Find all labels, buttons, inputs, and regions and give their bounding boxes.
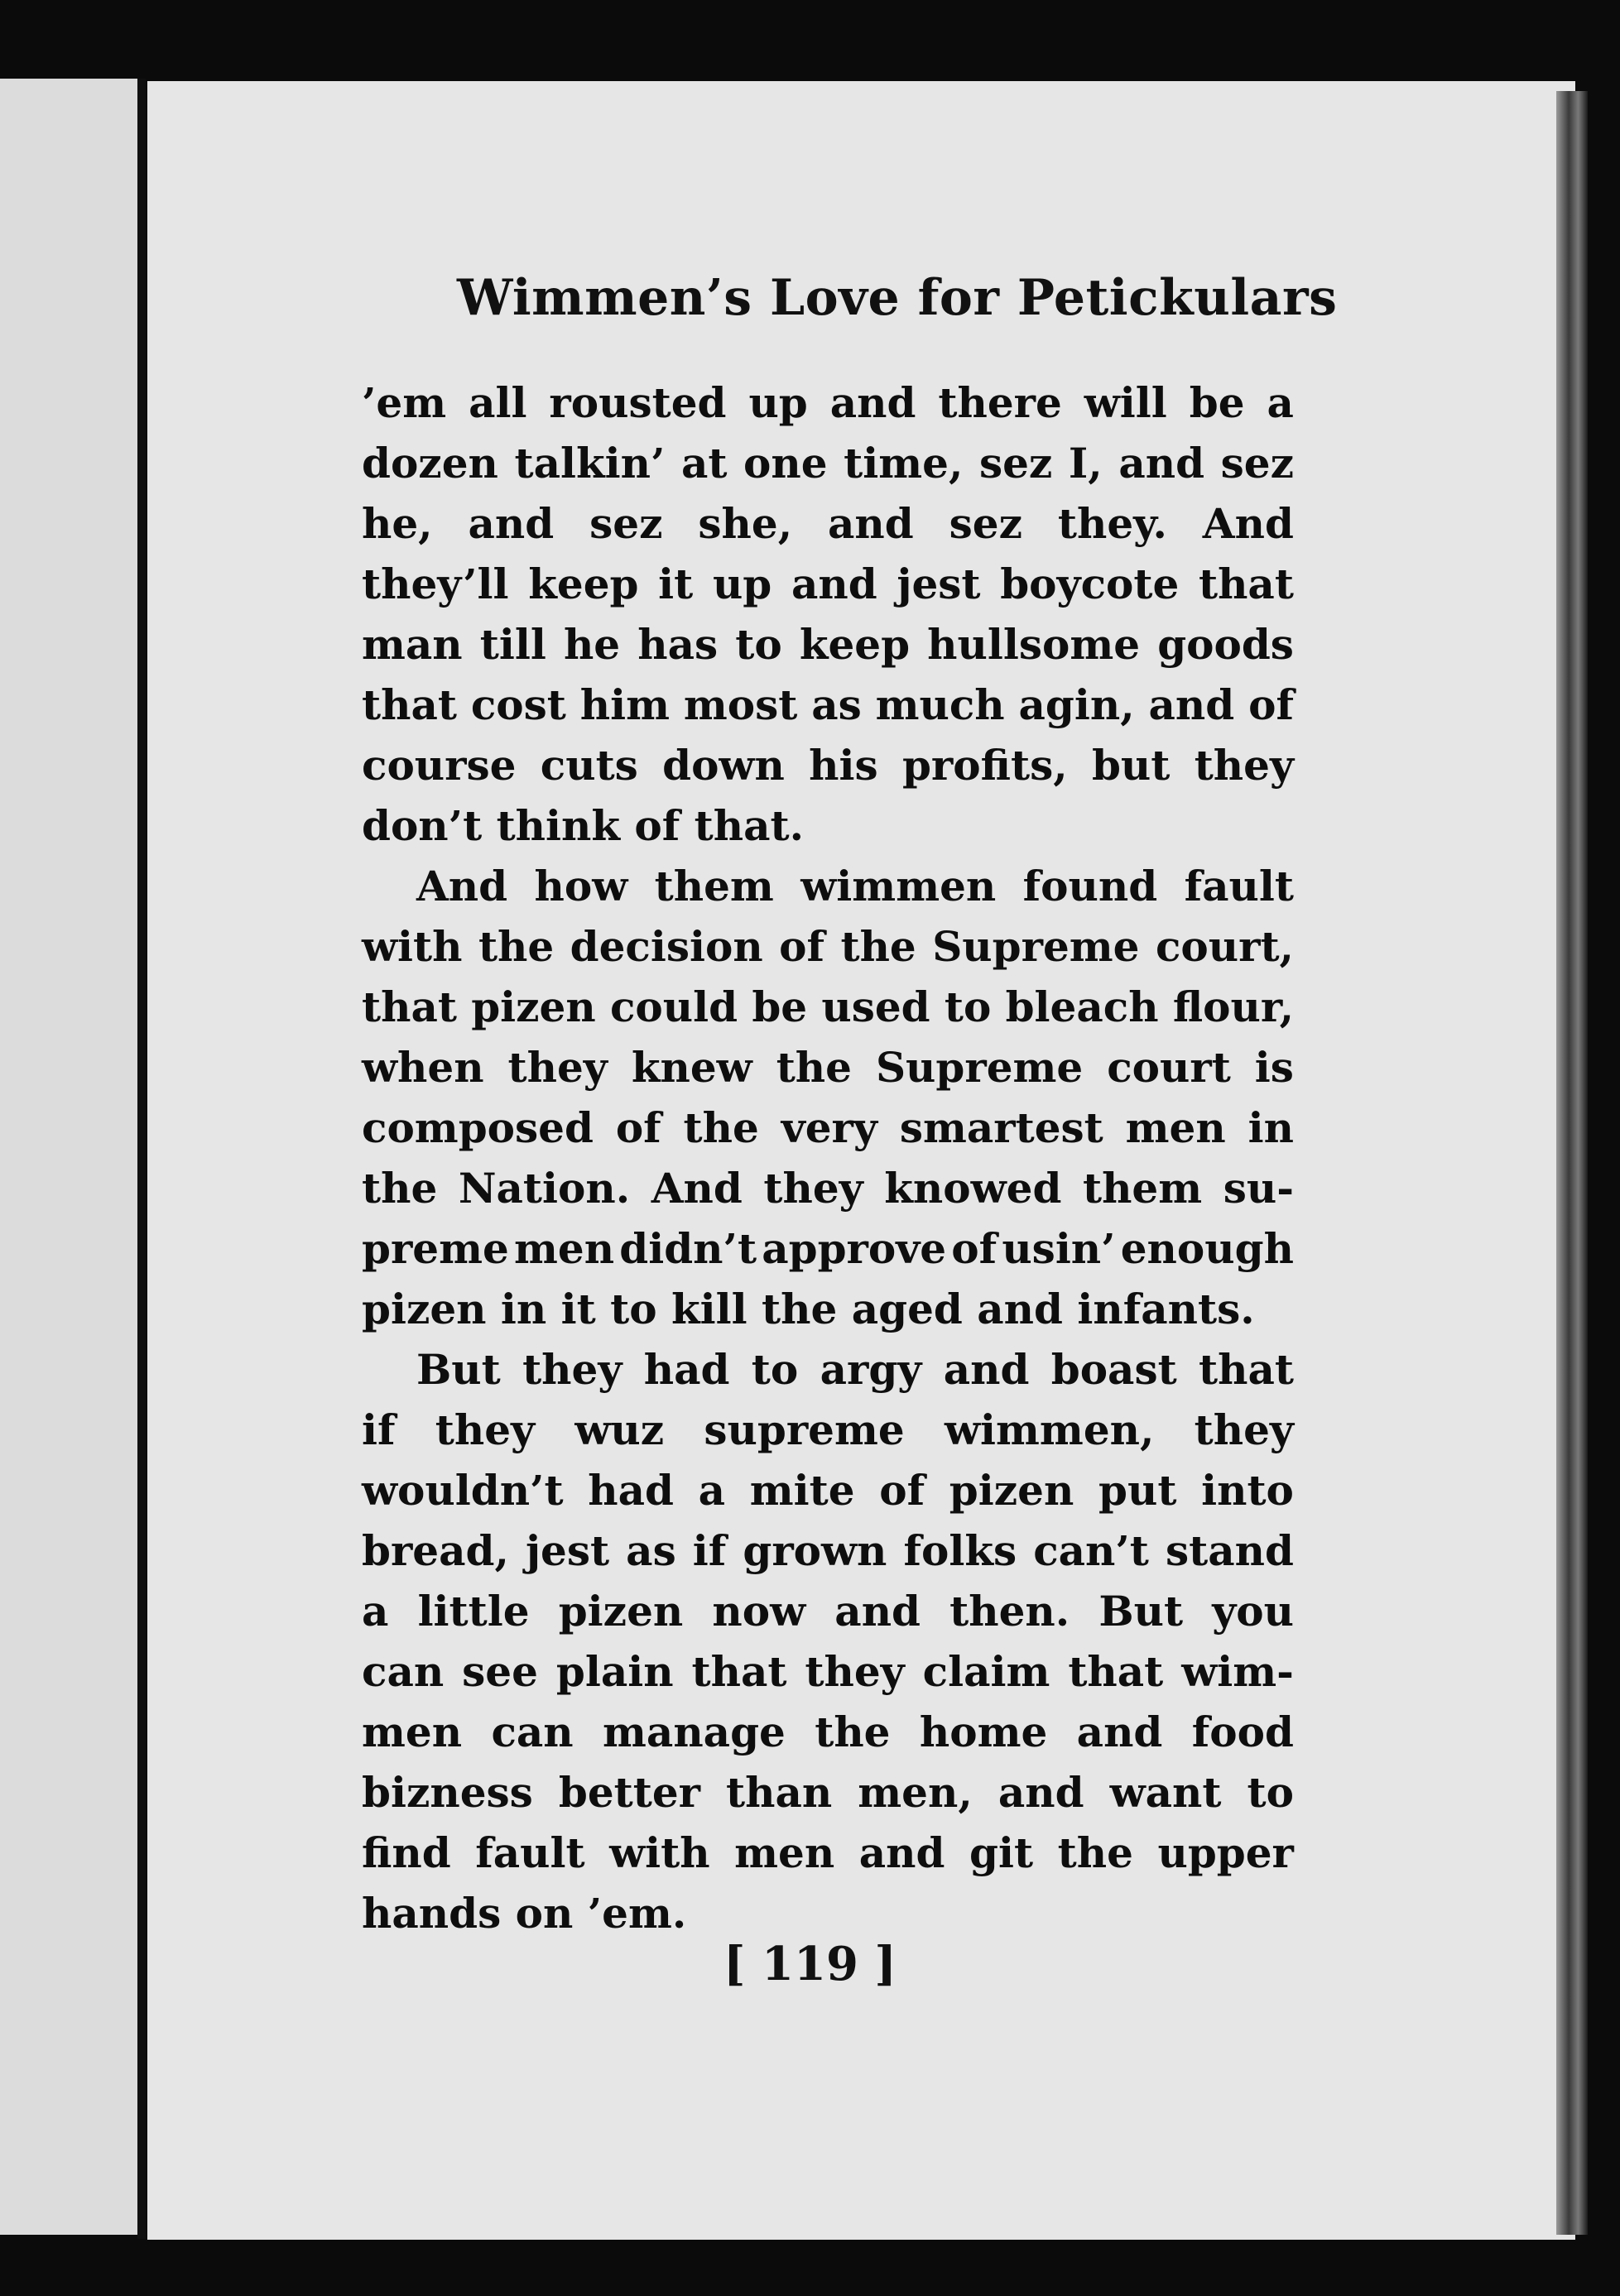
word: And [651, 1164, 743, 1213]
word: it [658, 560, 694, 608]
word: men [734, 1828, 835, 1877]
word: men [362, 1708, 463, 1756]
word: that [362, 680, 457, 729]
running-head: Wimmen’s Love for Petickulars [457, 269, 1338, 327]
word: as [811, 680, 862, 729]
word: he, [362, 499, 433, 548]
word: you [1212, 1587, 1294, 1636]
word: most [683, 680, 798, 729]
word: be [752, 982, 808, 1031]
word: how [534, 862, 628, 910]
word: see [462, 1647, 538, 1696]
word: goods [1157, 620, 1294, 669]
word: into [1201, 1466, 1294, 1515]
word: men, [858, 1768, 973, 1817]
word: ’em [362, 378, 447, 427]
word: upper [1157, 1828, 1294, 1877]
word: a [1267, 378, 1294, 427]
text-line: don’t think of that. [362, 801, 805, 850]
word: argy [820, 1345, 922, 1394]
word: claim [922, 1647, 1050, 1696]
word: a [362, 1587, 389, 1636]
word: she, [698, 499, 793, 548]
word: stand [1165, 1526, 1294, 1575]
word: they [522, 1345, 623, 1394]
word: could [609, 982, 738, 1031]
word: usin’ [1002, 1224, 1116, 1273]
word: man [362, 620, 463, 669]
word: the [478, 922, 555, 971]
text-line [362, 1400, 1294, 1460]
word: they. [1057, 499, 1167, 548]
word: them [1082, 1164, 1203, 1213]
text-line [362, 372, 1294, 433]
word: sez [1220, 439, 1294, 488]
word: agin, [1018, 680, 1135, 729]
word: boycote [1000, 560, 1180, 608]
word: fault [1184, 862, 1294, 910]
word: they [1194, 741, 1294, 790]
word: home [919, 1708, 1048, 1756]
word: wimmen, [944, 1405, 1155, 1454]
word: with [362, 922, 463, 971]
word: they [435, 1405, 536, 1454]
word: and [834, 1587, 921, 1636]
text-line [362, 1520, 1294, 1581]
word: wim- [1181, 1647, 1294, 1696]
word: enough [1120, 1224, 1294, 1273]
text-line [362, 1581, 1294, 1641]
text-line [362, 1218, 1294, 1279]
word: found [1022, 862, 1158, 910]
word: food [1191, 1708, 1294, 1756]
text-line [362, 1339, 1294, 1400]
word: and [943, 1345, 1030, 1394]
word: if [692, 1526, 727, 1575]
word: But [1098, 1587, 1184, 1636]
word: they [1194, 1405, 1294, 1454]
word: And [416, 862, 508, 910]
word: all [469, 378, 527, 427]
word: can [362, 1647, 445, 1696]
text-line [362, 1702, 1294, 1762]
word: men [1125, 1103, 1226, 1152]
text-line [362, 856, 1294, 916]
word: But [416, 1345, 501, 1394]
word: up [748, 378, 808, 427]
word: knowed [884, 1164, 1062, 1213]
word: bleach [1005, 982, 1159, 1031]
word: court, [1155, 922, 1294, 971]
word: a [698, 1466, 726, 1515]
word: him [579, 680, 670, 729]
word: approve [762, 1224, 947, 1273]
word: in [1247, 1103, 1294, 1152]
word: the [683, 1103, 759, 1152]
word: pizen [949, 1466, 1074, 1515]
page-gutter [137, 79, 146, 2239]
word: than [726, 1768, 833, 1817]
word: little [417, 1587, 530, 1636]
word: preme [362, 1224, 509, 1273]
word: and [997, 1768, 1084, 1817]
word: jest [897, 560, 981, 608]
word: bizness [362, 1768, 533, 1817]
word: of [879, 1466, 925, 1515]
word: bread, [362, 1526, 509, 1575]
word: flour, [1172, 982, 1294, 1031]
page-number: [ 119 ] [723, 1937, 897, 1991]
word: smartest [899, 1103, 1103, 1152]
word: of [779, 922, 825, 971]
word: that [1068, 1647, 1164, 1696]
word: composed [362, 1103, 594, 1152]
word: folks [903, 1526, 1017, 1575]
word: cuts [540, 741, 638, 790]
word: pizen [471, 982, 596, 1031]
text-line: pizen in it to kill the aged and infants. [362, 1285, 1255, 1333]
word: but [1091, 741, 1171, 790]
word: git [969, 1828, 1034, 1877]
text-line [362, 614, 1294, 675]
word: sez [949, 499, 1022, 548]
text-line [362, 1037, 1294, 1098]
word: su- [1223, 1164, 1294, 1213]
word: Supreme [932, 922, 1140, 971]
word: the [362, 1164, 438, 1213]
text-line [362, 1762, 1294, 1823]
word: supreme [704, 1405, 905, 1454]
word: profits, [901, 741, 1068, 790]
text-line [362, 1641, 1294, 1702]
word: cost [470, 680, 566, 729]
word: to [944, 982, 992, 1031]
word: rousted [549, 378, 727, 427]
word: the [815, 1708, 891, 1756]
word: that [362, 982, 457, 1031]
word: sez [978, 439, 1053, 488]
word: wouldn’t [362, 1466, 564, 1515]
word: they [763, 1164, 863, 1213]
word: wuz [574, 1405, 665, 1454]
word: boast [1050, 1345, 1177, 1394]
body-text [362, 372, 1294, 1943]
word: sez [589, 499, 663, 548]
word: that [691, 1647, 787, 1696]
word: and [791, 560, 877, 608]
word: grown [743, 1526, 887, 1575]
text-line [362, 493, 1294, 554]
word: want [1109, 1768, 1222, 1817]
word: course [362, 741, 517, 790]
word: be [1189, 378, 1245, 427]
word: keep [799, 620, 911, 669]
text-line [362, 1460, 1294, 1520]
word: mite [749, 1466, 855, 1515]
word: used [821, 982, 930, 1031]
word: plain [555, 1647, 674, 1696]
word: had [588, 1466, 674, 1515]
word: and [1076, 1708, 1163, 1756]
word: keep [528, 560, 639, 608]
word: he [563, 620, 621, 669]
word: and [858, 1828, 945, 1877]
word: dozen [362, 439, 498, 488]
text-line [362, 675, 1294, 735]
word: when [362, 1043, 484, 1092]
word: them [654, 862, 774, 910]
word: find [362, 1828, 451, 1877]
word: they [805, 1647, 905, 1696]
word: they’ll [362, 560, 509, 608]
word: the [1057, 1828, 1133, 1877]
text-line [362, 1158, 1294, 1218]
word: up [712, 560, 772, 608]
word: of [951, 1224, 997, 1273]
word: jest [525, 1526, 610, 1575]
word: the [776, 1043, 852, 1092]
word: very [781, 1103, 877, 1152]
word: can [491, 1708, 574, 1756]
word: had [643, 1345, 730, 1394]
word: is [1254, 1043, 1294, 1092]
word: court [1107, 1043, 1231, 1092]
word: to [751, 1345, 799, 1394]
word: now [712, 1587, 806, 1636]
word: decision [570, 922, 763, 971]
page-stack-edge [1556, 91, 1588, 2235]
word: wimmen [800, 862, 997, 910]
word: much [875, 680, 1005, 729]
word: and [828, 499, 914, 548]
word: as [626, 1526, 676, 1575]
text-line [362, 554, 1294, 614]
text-line [362, 1098, 1294, 1158]
text-line [362, 977, 1294, 1037]
word: of [615, 1103, 661, 1152]
word: that [1198, 560, 1294, 608]
word: Supreme [875, 1043, 1084, 1092]
word: if [362, 1405, 396, 1454]
word: pizen [558, 1587, 684, 1636]
word: didn’t [619, 1224, 757, 1273]
word: knew [631, 1043, 752, 1092]
word: with [609, 1828, 710, 1877]
word: and [1118, 439, 1205, 488]
word: there [938, 378, 1062, 427]
word: fault [475, 1828, 585, 1877]
text-line [362, 433, 1294, 493]
word: that [1199, 1345, 1294, 1394]
text-line [362, 735, 1294, 795]
word: then. [949, 1587, 1070, 1636]
previous-page-edge [0, 79, 142, 2235]
word: manage [603, 1708, 786, 1756]
word: and [1148, 680, 1235, 729]
word: and [829, 378, 916, 427]
word: down [662, 741, 785, 790]
text-line: hands on ’em. [362, 1889, 687, 1938]
word: to [1247, 1768, 1294, 1817]
word: has [637, 620, 719, 669]
word: to [735, 620, 782, 669]
word: the [840, 922, 916, 971]
word: men [514, 1224, 615, 1273]
word: put [1098, 1466, 1177, 1515]
word: hullsome [927, 620, 1141, 669]
word: time, [844, 439, 964, 488]
word: will [1084, 378, 1167, 427]
word: his [809, 741, 878, 790]
word: I, [1068, 439, 1103, 488]
word: and [468, 499, 555, 548]
word: till [479, 620, 546, 669]
word: Nation. [458, 1164, 631, 1213]
word: can’t [1033, 1526, 1149, 1575]
word: one [743, 439, 828, 488]
word: of [1248, 680, 1294, 729]
text-line [362, 1823, 1294, 1883]
word: at [680, 439, 728, 488]
word: talkin’ [514, 439, 666, 488]
word: better [558, 1768, 700, 1817]
word: And [1202, 499, 1294, 548]
text-line [362, 916, 1294, 977]
word: they [507, 1043, 608, 1092]
